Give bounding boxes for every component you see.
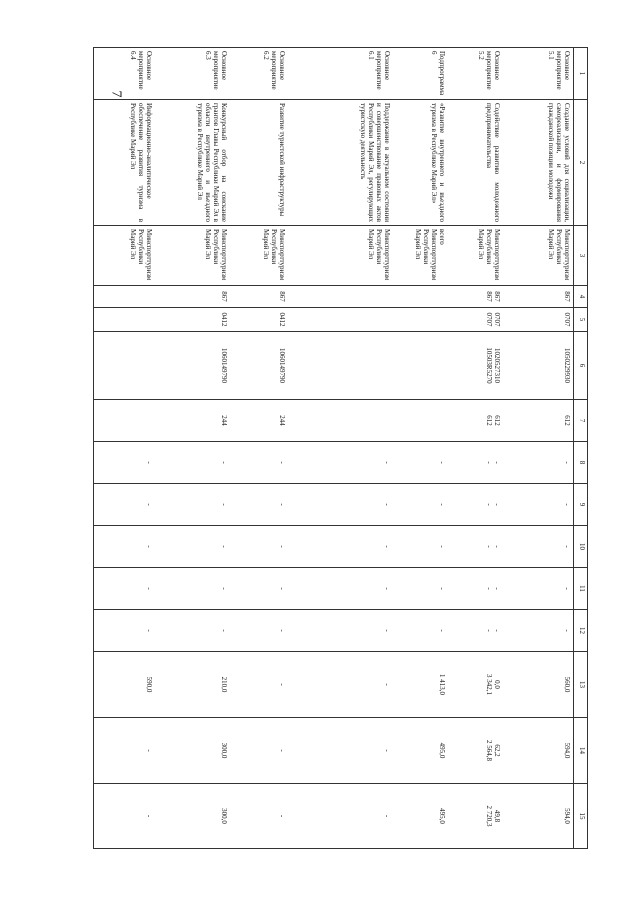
table-cell-col6: 1060149790 [231,332,289,400]
table-cell-col7: 612 [504,400,574,442]
table-cell-col1: Основное мероприятие 6.2 [231,48,289,100]
table-cell-col8: - [394,442,449,484]
table-cell-col11: - [94,568,156,610]
table-row [394,48,449,849]
table-cell-col2: Создание условий для социализации, самореализации, и формирования гражданской позиции молодежи [504,100,574,226]
table-cell-col5 [394,308,449,332]
table-cell-col14: 594,0 [504,718,574,784]
table-cell-col9: - [231,484,289,526]
column-header: 7 [574,400,588,442]
column-header: 5 [574,308,588,332]
table-cell-col6: 1050229930 [504,332,574,400]
table-cell-col4 [394,286,449,308]
column-header: 9 [574,484,588,526]
table-cell-col12: - [394,610,449,652]
table-cell-col5: 0412 [231,308,289,332]
table-row [504,48,574,849]
table-cell-col1: Основное мероприятие 6.1 [289,48,394,100]
table-cell-col2: Поддержание в актуальном состоянии и совершенствование правовых актов Республики Марий Эл, регулирующих туристскую деятельность [289,100,394,226]
table-row [289,48,394,849]
table-cell-col1: Основное мероприятие 5.2 [449,48,504,100]
table-cell-col12: - [289,610,394,652]
table-cell-col3: Минспорттуризм Республики Марий Эл [449,226,504,286]
table-cell-col7 [94,400,156,442]
table-cell-col13: - [231,652,289,718]
table-cell-col4 [289,286,394,308]
column-header: 13 [574,652,588,718]
table-cell-col9: - [94,484,156,526]
table-cell-col10: - [394,526,449,568]
table-cell-col7: 244 [231,400,289,442]
table-cell-col15: 300,0 [156,784,231,849]
table-cell-col14: 495,0 [394,718,449,784]
column-header: 12 [574,610,588,652]
table-cell-col5: 0412 [156,308,231,332]
table-cell-col3: Минспорттуризм Республики Марий Эл [156,226,231,286]
table-cell-col2: Конкурсный отбор на соискание грантов Главы Республики Марий Эл в области внутреннего и въездного туризма в Республике Марий Эл [156,100,231,226]
table-cell-col11: - [289,568,394,610]
table-cell-col6: 1060149790 [156,332,231,400]
table-row [156,48,231,849]
table-cell-col6 [94,332,156,400]
table-cell-col12: - [94,610,156,652]
table-cell-col4: 867 [231,286,289,308]
column-header: 11 [574,568,588,610]
table-cell-col12: - [156,610,231,652]
table-cell-col14: 300,0 [156,718,231,784]
table-cell-col10: - [156,526,231,568]
table-cell-col7: 244 [156,400,231,442]
column-header: 14 [574,718,588,784]
table-cell-col5 [289,308,394,332]
table-cell-col1: Основное мероприятие 5.1 [504,48,574,100]
header-row [574,48,588,849]
column-header: 15 [574,784,588,849]
table-cell-col14: 62,2 2 564,8 [449,718,504,784]
table-cell-col10: - - [449,526,504,568]
table-cell-col12: - [504,610,574,652]
table-cell-col8: - [231,442,289,484]
table-cell-col9: - [394,484,449,526]
table-cell-col7 [289,400,394,442]
table-cell-col4: 867 [156,286,231,308]
table-cell-col11: - - [449,568,504,610]
table-cell-col3: Минспорттуризм Республики Марий Эл [231,226,289,286]
table-cell-col11: - [504,568,574,610]
table-cell-col2: Информационно-аналитическое обеспечение развития туризма в Республике Марий Эл [94,100,156,226]
table-cell-col4: 867 867 [449,286,504,308]
table-cell-col14: - [94,718,156,784]
column-header: 8 [574,442,588,484]
table-cell-col8: - [94,442,156,484]
table-cell-col9: - - [449,484,504,526]
budget-table [93,47,588,849]
table-cell-col10: - [504,526,574,568]
table-cell-col8: - - [449,442,504,484]
table-row [449,48,504,849]
table-cell-col2: Развитие туристской инфраструктуры [231,100,289,226]
table-cell-col11: - [156,568,231,610]
table-cell-col13: - [289,652,394,718]
table-cell-col7: 612 612 [449,400,504,442]
column-header: 2 [574,100,588,226]
table-cell-col3: Минспорттуризм Республики Марий Эл [504,226,574,286]
table-cell-col8: - [289,442,394,484]
table-cell-col9: - [504,484,574,526]
table-row [231,48,289,849]
table-cell-col15: - [94,784,156,849]
table-cell-col12: - [231,610,289,652]
table-body [94,48,574,849]
table-cell-col10: - [94,526,156,568]
table-cell-col3: Минспорттуризм Республики Марий Эл [289,226,394,286]
table-cell-col7 [394,400,449,442]
table-cell-col11: - [231,568,289,610]
table-cell-col3: всего Минспорттуризм Республики Марий Эл [394,226,449,286]
table-cell-col9: - [289,484,394,526]
table-cell-col14: - [289,718,394,784]
table-cell-col15: 594,0 [504,784,574,849]
table-cell-col13: 560,0 [504,652,574,718]
table-cell-col11: - [394,568,449,610]
column-header: 3 [574,226,588,286]
table-cell-col15: - [231,784,289,849]
table-cell-col15: 495,0 [394,784,449,849]
table-cell-col15: - [289,784,394,849]
column-header: 1 [574,48,588,100]
table-cell-col5: 0707 0707 [449,308,504,332]
table-cell-col12: - - [449,610,504,652]
table-cell-col1: Подпрограмма 6 [394,48,449,100]
column-header: 4 [574,286,588,308]
column-header: 10 [574,526,588,568]
table-cell-col9: - [156,484,231,526]
table-cell-col8: - [504,442,574,484]
table-cell-col5 [94,308,156,332]
table-cell-col4: 867 [504,286,574,308]
column-header: 6 [574,332,588,400]
table-cell-col14: - [231,718,289,784]
table-cell-col6 [289,332,394,400]
table-cell-col13: 210,0 [156,652,231,718]
table-cell-col10: - [289,526,394,568]
table-cell-col2: «Развитие внутреннего и въездного туризма в Республике Марий Эл» [394,100,449,226]
table-cell-col1: Основное мероприятие 6.4 [94,48,156,100]
table-cell-col15: 49,8 2 720,3 [449,784,504,849]
table-row [94,48,156,849]
table-cell-col4 [94,286,156,308]
table-cell-col13: 0,0 3 342,1 [449,652,504,718]
rotated-table-wrapper [130,47,588,848]
table-cell-col8: - [156,442,231,484]
table-cell-col10: - [231,526,289,568]
table-cell-col2: Содействие развитию молодежного предпринимательства [449,100,504,226]
table-cell-col6 [394,332,449,400]
table-cell-col13: 1 413,0 [394,652,449,718]
table-cell-col6: 1020527310 10503R5270 [449,332,504,400]
page-number: 7 [108,90,124,98]
table-cell-col13: 590,0 [94,652,156,718]
table-cell-col5: 0707 [504,308,574,332]
table-cell-col3: Минспорттуризм Республики Марий Эл [94,226,156,286]
table-cell-col1: Основное мероприятие 6.3 [156,48,231,100]
